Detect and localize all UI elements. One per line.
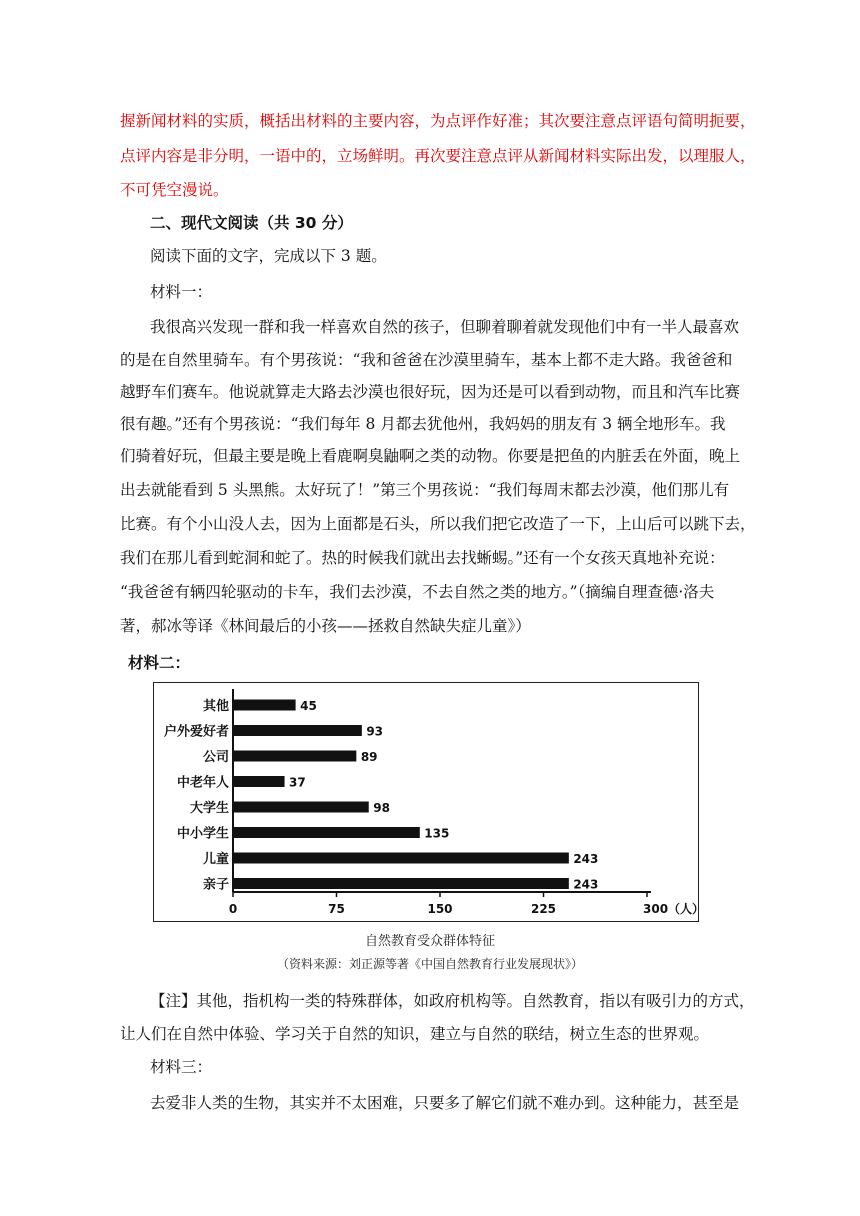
category-label: 中小学生 [176, 826, 229, 842]
section-heading: 二、现代文阅读（共 30 分） [150, 214, 353, 232]
material1-line: 的是在自然里骑车。有个男孩说：“我和爸爸在沙漠里骑车，基本上都不走大路。我爸爸和 [120, 351, 733, 369]
instruction-text: 阅读下面的文字，完成以下 3 题。 [150, 247, 387, 265]
material1-line: 很有趣。”还有个男孩说：“我们每年 8 月都去犹他州，我妈妈的朋友有 3 辆全地形车。我 [120, 415, 726, 433]
material1-line: 出去就能看到 5 头黑熊。太好玩了！”第三个男孩说：“我们每周末都去沙漠，他们那儿有 [120, 481, 730, 499]
material1-line: 比赛。有个小山没人去，因为上面都是石头，所以我们把它改造了一下，上山后可以跳下去， [120, 515, 756, 533]
bar [233, 751, 356, 761]
category-label: 户外爱好者 [163, 724, 229, 740]
material1-line: 我们在那儿看到蛇洞和蛇了。热的时候我们就出去找蜥蜴。”还有一个女孩天真地补充说： [120, 549, 725, 567]
material2-label: 材料二： [128, 654, 191, 672]
x-tick-label: 300（人） [643, 902, 705, 916]
material3-line: 去爱非人类的生物，其实并不太困难，只要多了解它们就不难办到。这种能力，甚至是 [150, 1094, 740, 1112]
note-line-1: 【注】其他，指机构一类的特殊群体，如政府机构等。自然教育，指以有吸引力的方式， [150, 992, 755, 1010]
bar-value-label: 243 [573, 852, 599, 866]
bar-value-label: 135 [424, 826, 450, 841]
bar-value-label: 45 [300, 699, 317, 713]
x-tick-label: 0 [228, 902, 238, 916]
category-label: 中老年人 [176, 775, 229, 791]
bar [233, 700, 295, 710]
category-label: 大学生 [189, 801, 229, 816]
material1-line: 我很高兴发现一群和我一样喜欢自然的孩子，但聊着聊着就发现他们中有一半人最喜欢 [150, 318, 740, 336]
note-line-2: 让人们在自然中体验、学习关于自然的知识，建立与自然的联结，树立生态的世界观。 [120, 1025, 710, 1043]
material1-line: 越野车们赛车。他说就算走大路去沙漠也很好玩，因为还是可以看到动物，而且和汽车比赛 [120, 383, 741, 401]
bar [233, 828, 419, 838]
material3-label: 材料三： [150, 1058, 213, 1076]
material1-line: 著，郝冰等译《林间最后的小孩——拯救自然缺失症儿童》） [120, 617, 531, 635]
bar-chart-frame [153, 682, 705, 922]
bar-chart [154, 683, 705, 920]
intro-line-2: 点评内容是非分明，一语中的，立场鲜明。再次要注意点评从新闻材料实际出发，以理服人， [120, 147, 756, 165]
bar [233, 802, 368, 812]
bar-value-label: 243 [573, 877, 599, 892]
bar-value-label: 93 [366, 724, 384, 739]
category-label: 公司 [202, 750, 229, 765]
chart-source: （资料来源：刘正源等著《中国自然教育行业发展现状》） [276, 957, 583, 971]
material1-label: 材料一： [150, 283, 213, 301]
bar-value-label: 37 [289, 775, 306, 790]
category-label: 亲子 [202, 877, 229, 893]
x-tick-label: 75 [328, 902, 345, 916]
category-label: 儿童 [202, 852, 229, 867]
bar-value-label: 89 [360, 750, 378, 764]
bar [233, 777, 284, 787]
intro-line-3: 不可凭空漫说。 [120, 181, 229, 199]
category-label: 其他 [202, 699, 229, 714]
x-tick-label: 225 [530, 902, 557, 916]
bar [233, 853, 568, 863]
chart-title: 自然教育受众群体特征 [364, 934, 495, 949]
bar [233, 726, 361, 736]
bar-value-label: 98 [373, 801, 390, 815]
material1-line: “我爸爸有辆四轮驱动的卡车，我们去沙漠，不去自然之类的地方。”（摘编自理查德·洛夫 [120, 583, 715, 601]
material1-line: 们骑着好玩，但最主要是晚上看鹿啊臭鼬啊之类的动物。你要是把鱼的内脏丢在外面，晚上 [120, 447, 741, 465]
intro-line-1: 握新闻材料的实质，概括出材料的主要内容，为点评作好准；其次要注意点评语句简明扼要， [120, 112, 756, 130]
x-tick-label: 150 [427, 902, 453, 916]
bar [233, 879, 568, 889]
